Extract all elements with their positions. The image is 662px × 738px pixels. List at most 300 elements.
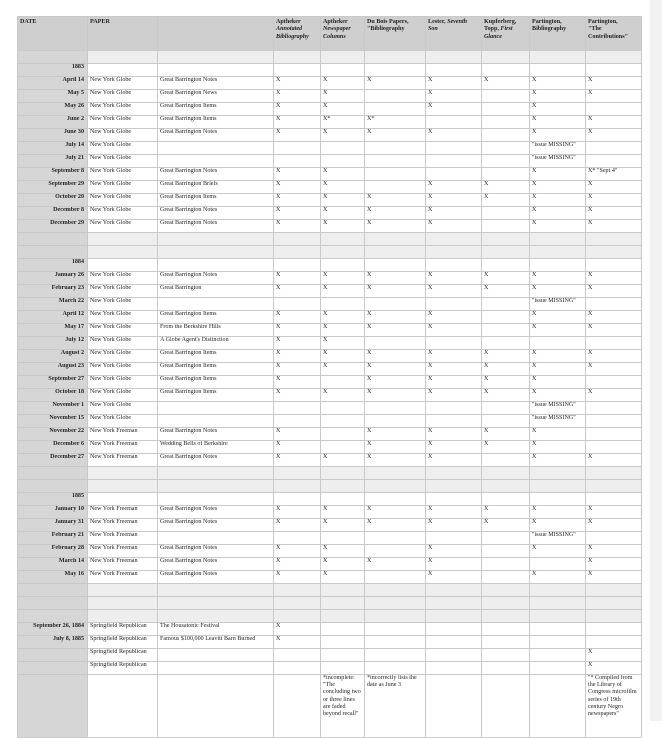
- source-mark-cell[interactable]: X: [482, 77, 530, 90]
- date-cell[interactable]: January 31: [18, 519, 88, 532]
- paper-cell[interactable]: New York Globe: [88, 220, 158, 233]
- paper-cell[interactable]: New York Globe: [88, 402, 158, 415]
- date-cell[interactable]: [18, 597, 88, 610]
- title-cell[interactable]: [158, 597, 274, 610]
- source-mark-cell[interactable]: [426, 64, 482, 77]
- title-cell[interactable]: Great Barrington News: [158, 90, 274, 103]
- source-mark-cell[interactable]: [274, 415, 321, 428]
- source-mark-cell[interactable]: X: [586, 662, 642, 675]
- title-cell[interactable]: Great Barrington Items: [158, 376, 274, 389]
- source-mark-cell[interactable]: [482, 454, 530, 467]
- date-cell[interactable]: December 8: [18, 207, 88, 220]
- source-mark-cell[interactable]: X: [274, 324, 321, 337]
- source-mark-cell[interactable]: [274, 64, 321, 77]
- source-mark-cell[interactable]: [586, 415, 642, 428]
- source-mark-cell[interactable]: [426, 597, 482, 610]
- source-mark-cell[interactable]: X: [365, 519, 426, 532]
- source-mark-cell[interactable]: [586, 64, 642, 77]
- source-mark-cell[interactable]: X: [586, 285, 642, 298]
- source-mark-cell[interactable]: [482, 90, 530, 103]
- source-mark-cell[interactable]: X: [274, 116, 321, 129]
- title-cell[interactable]: [158, 155, 274, 168]
- paper-cell[interactable]: New York Globe: [88, 337, 158, 350]
- source-mark-cell[interactable]: X: [321, 519, 365, 532]
- title-cell[interactable]: Great Barrington Notes: [158, 454, 274, 467]
- source-mark-cell[interactable]: X: [530, 441, 586, 454]
- title-cell[interactable]: [158, 675, 274, 738]
- paper-cell[interactable]: [88, 64, 158, 77]
- source-mark-cell[interactable]: [482, 597, 530, 610]
- source-mark-cell[interactable]: [586, 610, 642, 623]
- header-title[interactable]: [158, 17, 274, 51]
- source-mark-cell[interactable]: X: [365, 324, 426, 337]
- source-mark-cell[interactable]: [426, 636, 482, 649]
- paper-cell[interactable]: New York Globe: [88, 285, 158, 298]
- source-mark-cell[interactable]: X: [274, 636, 321, 649]
- source-mark-cell[interactable]: [274, 532, 321, 545]
- source-mark-cell[interactable]: X: [586, 272, 642, 285]
- header-aptheker-bibliography[interactable]: Aptheker Annotated Bibliography: [274, 17, 321, 51]
- source-mark-cell[interactable]: [586, 155, 642, 168]
- source-mark-cell[interactable]: X: [586, 389, 642, 402]
- date-cell[interactable]: [18, 246, 88, 259]
- source-mark-cell[interactable]: X: [321, 220, 365, 233]
- source-mark-cell[interactable]: X: [274, 90, 321, 103]
- paper-cell[interactable]: New York Freeman: [88, 545, 158, 558]
- date-cell[interactable]: March 14: [18, 558, 88, 571]
- source-mark-cell[interactable]: X: [321, 506, 365, 519]
- source-mark-cell[interactable]: X: [274, 376, 321, 389]
- source-mark-cell[interactable]: [274, 155, 321, 168]
- title-cell[interactable]: [158, 259, 274, 272]
- title-cell[interactable]: [158, 298, 274, 311]
- source-mark-cell[interactable]: [321, 662, 365, 675]
- source-mark-cell[interactable]: X: [321, 181, 365, 194]
- source-mark-cell[interactable]: X: [365, 363, 426, 376]
- source-mark-cell[interactable]: [426, 246, 482, 259]
- source-mark-cell[interactable]: [530, 233, 586, 246]
- header-lester[interactable]: Lester, Seventh Son: [426, 17, 482, 51]
- source-mark-cell[interactable]: [426, 662, 482, 675]
- source-mark-cell[interactable]: [586, 467, 642, 480]
- source-mark-cell[interactable]: X: [586, 545, 642, 558]
- source-mark-cell[interactable]: [586, 584, 642, 597]
- source-mark-cell[interactable]: X: [321, 103, 365, 116]
- date-cell[interactable]: February 28: [18, 545, 88, 558]
- date-cell[interactable]: December 27: [18, 454, 88, 467]
- paper-cell[interactable]: New York Freeman: [88, 454, 158, 467]
- source-mark-cell[interactable]: [274, 467, 321, 480]
- source-mark-cell[interactable]: [530, 584, 586, 597]
- year-heading[interactable]: 1884: [18, 259, 88, 272]
- source-mark-cell[interactable]: X: [321, 558, 365, 571]
- source-mark-cell[interactable]: [482, 623, 530, 636]
- date-cell[interactable]: January 10: [18, 506, 88, 519]
- title-cell[interactable]: [158, 142, 274, 155]
- source-mark-cell[interactable]: X: [586, 90, 642, 103]
- source-mark-cell[interactable]: [321, 142, 365, 155]
- source-mark-cell[interactable]: [274, 233, 321, 246]
- source-mark-cell[interactable]: X: [321, 77, 365, 90]
- source-mark-cell[interactable]: [365, 337, 426, 350]
- source-mark-cell[interactable]: X: [482, 389, 530, 402]
- source-mark-cell[interactable]: [321, 493, 365, 506]
- title-cell[interactable]: Great Barrington: [158, 285, 274, 298]
- source-mark-cell[interactable]: [365, 90, 426, 103]
- source-mark-cell[interactable]: [482, 311, 530, 324]
- source-mark-cell[interactable]: [426, 51, 482, 64]
- source-mark-cell[interactable]: "issue MISSING": [530, 142, 586, 155]
- source-mark-cell[interactable]: [586, 376, 642, 389]
- source-mark-cell[interactable]: X: [586, 194, 642, 207]
- source-mark-cell[interactable]: [586, 493, 642, 506]
- source-mark-cell[interactable]: [426, 415, 482, 428]
- source-mark-cell[interactable]: [482, 571, 530, 584]
- source-mark-cell[interactable]: [365, 636, 426, 649]
- source-mark-cell[interactable]: X: [530, 194, 586, 207]
- source-mark-cell[interactable]: X: [365, 389, 426, 402]
- date-cell[interactable]: August 2: [18, 350, 88, 363]
- source-mark-cell[interactable]: [426, 298, 482, 311]
- paper-cell[interactable]: Springfield Republican: [88, 662, 158, 675]
- source-mark-cell[interactable]: [426, 493, 482, 506]
- source-mark-cell[interactable]: [365, 298, 426, 311]
- date-cell[interactable]: May 17: [18, 324, 88, 337]
- source-mark-cell[interactable]: [482, 480, 530, 493]
- source-mark-cell[interactable]: X: [482, 181, 530, 194]
- source-mark-cell[interactable]: [482, 584, 530, 597]
- source-mark-cell[interactable]: X: [321, 168, 365, 181]
- source-mark-cell[interactable]: [274, 662, 321, 675]
- date-cell[interactable]: May 5: [18, 90, 88, 103]
- source-mark-cell[interactable]: "issue MISSING": [530, 155, 586, 168]
- source-mark-cell[interactable]: X: [274, 220, 321, 233]
- paper-cell[interactable]: New York Freeman: [88, 428, 158, 441]
- date-cell[interactable]: December 6: [18, 441, 88, 454]
- date-cell[interactable]: [18, 675, 88, 738]
- title-cell[interactable]: [158, 246, 274, 259]
- source-mark-cell[interactable]: [426, 532, 482, 545]
- source-mark-cell[interactable]: X: [274, 519, 321, 532]
- source-mark-cell[interactable]: X: [274, 168, 321, 181]
- source-mark-cell[interactable]: [426, 168, 482, 181]
- source-mark-cell[interactable]: [321, 584, 365, 597]
- date-cell[interactable]: [18, 649, 88, 662]
- source-mark-cell[interactable]: X: [530, 129, 586, 142]
- date-cell[interactable]: [18, 662, 88, 675]
- source-mark-cell[interactable]: [586, 597, 642, 610]
- date-cell[interactable]: [18, 610, 88, 623]
- source-mark-cell[interactable]: X: [482, 519, 530, 532]
- source-mark-cell[interactable]: X: [426, 220, 482, 233]
- source-mark-cell[interactable]: X: [274, 129, 321, 142]
- source-mark-cell[interactable]: [274, 584, 321, 597]
- source-mark-cell[interactable]: [482, 168, 530, 181]
- source-mark-cell[interactable]: [365, 532, 426, 545]
- source-mark-cell[interactable]: X: [586, 519, 642, 532]
- paper-cell[interactable]: [88, 597, 158, 610]
- source-mark-cell[interactable]: X: [274, 181, 321, 194]
- source-mark-cell[interactable]: X: [426, 363, 482, 376]
- source-mark-cell[interactable]: X: [426, 311, 482, 324]
- source-mark-cell[interactable]: [321, 64, 365, 77]
- title-cell[interactable]: Great Barrington Items: [158, 116, 274, 129]
- source-mark-cell[interactable]: X: [530, 272, 586, 285]
- title-cell[interactable]: Great Barrington Briefs: [158, 181, 274, 194]
- source-mark-cell[interactable]: X: [482, 506, 530, 519]
- source-mark-cell[interactable]: [365, 415, 426, 428]
- paper-cell[interactable]: Springfield Republican: [88, 623, 158, 636]
- date-cell[interactable]: January 26: [18, 272, 88, 285]
- source-mark-cell[interactable]: X: [426, 545, 482, 558]
- source-mark-cell[interactable]: [482, 636, 530, 649]
- source-mark-cell[interactable]: [321, 402, 365, 415]
- source-mark-cell[interactable]: X: [365, 506, 426, 519]
- note-cell[interactable]: [482, 675, 530, 738]
- source-mark-cell[interactable]: [482, 610, 530, 623]
- source-mark-cell[interactable]: [426, 116, 482, 129]
- source-mark-cell[interactable]: [586, 337, 642, 350]
- source-mark-cell[interactable]: [530, 636, 586, 649]
- source-mark-cell[interactable]: [321, 623, 365, 636]
- note-cell[interactable]: *incomplete: "The concluding two or three lines are faded beyond recall": [321, 675, 365, 738]
- note-cell[interactable]: [426, 675, 482, 738]
- header-kupferberg[interactable]: Kupferberg, Topp, First Glance: [482, 17, 530, 51]
- title-cell[interactable]: Great Barrington Items: [158, 311, 274, 324]
- source-mark-cell[interactable]: [365, 480, 426, 493]
- title-cell[interactable]: Great Barrington Notes: [158, 506, 274, 519]
- source-mark-cell[interactable]: X: [274, 506, 321, 519]
- source-mark-cell[interactable]: [321, 532, 365, 545]
- source-mark-cell[interactable]: X: [530, 90, 586, 103]
- source-mark-cell[interactable]: [482, 467, 530, 480]
- source-mark-cell[interactable]: X: [274, 285, 321, 298]
- source-mark-cell[interactable]: X: [274, 350, 321, 363]
- source-mark-cell[interactable]: "issue MISSING": [530, 532, 586, 545]
- paper-cell[interactable]: New York Freeman: [88, 506, 158, 519]
- source-mark-cell[interactable]: X: [321, 389, 365, 402]
- source-mark-cell[interactable]: [482, 402, 530, 415]
- title-cell[interactable]: Wedding Bells of Berkshire: [158, 441, 274, 454]
- source-mark-cell[interactable]: X: [365, 285, 426, 298]
- paper-cell[interactable]: Springfield Republican: [88, 636, 158, 649]
- source-mark-cell[interactable]: [482, 103, 530, 116]
- source-mark-cell[interactable]: X: [586, 220, 642, 233]
- source-mark-cell[interactable]: X: [482, 428, 530, 441]
- source-mark-cell[interactable]: [274, 597, 321, 610]
- date-cell[interactable]: [18, 480, 88, 493]
- source-mark-cell[interactable]: [321, 610, 365, 623]
- source-mark-cell[interactable]: [321, 298, 365, 311]
- header-aptheker-newspaper-columns[interactable]: Aptheker Newspaper Columns: [321, 17, 365, 51]
- header-paper[interactable]: PAPER: [88, 17, 158, 51]
- source-mark-cell[interactable]: X: [530, 220, 586, 233]
- source-mark-cell[interactable]: X: [321, 272, 365, 285]
- source-mark-cell[interactable]: X: [586, 311, 642, 324]
- source-mark-cell[interactable]: X: [365, 428, 426, 441]
- source-mark-cell[interactable]: [321, 649, 365, 662]
- date-cell[interactable]: June 30: [18, 129, 88, 142]
- source-mark-cell[interactable]: X: [426, 519, 482, 532]
- date-cell[interactable]: May 16: [18, 571, 88, 584]
- source-mark-cell[interactable]: X: [365, 441, 426, 454]
- source-mark-cell[interactable]: X: [530, 207, 586, 220]
- source-mark-cell[interactable]: [321, 376, 365, 389]
- source-mark-cell[interactable]: [530, 493, 586, 506]
- source-mark-cell[interactable]: X: [321, 454, 365, 467]
- source-mark-cell[interactable]: "issue MISSING": [530, 415, 586, 428]
- note-cell[interactable]: [530, 675, 586, 738]
- source-mark-cell[interactable]: [365, 168, 426, 181]
- source-mark-cell[interactable]: X: [365, 207, 426, 220]
- title-cell[interactable]: [158, 402, 274, 415]
- paper-cell[interactable]: New York Globe: [88, 298, 158, 311]
- title-cell[interactable]: Great Barrington Notes: [158, 220, 274, 233]
- source-mark-cell[interactable]: [365, 51, 426, 64]
- source-mark-cell[interactable]: [482, 545, 530, 558]
- source-mark-cell[interactable]: X: [274, 441, 321, 454]
- paper-cell[interactable]: [88, 259, 158, 272]
- paper-cell[interactable]: New York Globe: [88, 272, 158, 285]
- paper-cell[interactable]: [88, 246, 158, 259]
- source-mark-cell[interactable]: X: [426, 454, 482, 467]
- source-mark-cell[interactable]: X: [274, 428, 321, 441]
- source-mark-cell[interactable]: X: [321, 311, 365, 324]
- date-cell[interactable]: April 12: [18, 311, 88, 324]
- source-mark-cell[interactable]: [426, 142, 482, 155]
- paper-cell[interactable]: New York Globe: [88, 155, 158, 168]
- source-mark-cell[interactable]: [321, 155, 365, 168]
- source-mark-cell[interactable]: X: [530, 376, 586, 389]
- date-cell[interactable]: [18, 233, 88, 246]
- source-mark-cell[interactable]: X: [530, 285, 586, 298]
- source-mark-cell[interactable]: X: [426, 181, 482, 194]
- title-cell[interactable]: Great Barrington Items: [158, 103, 274, 116]
- source-mark-cell[interactable]: [365, 103, 426, 116]
- source-mark-cell[interactable]: X: [586, 129, 642, 142]
- source-mark-cell[interactable]: X: [482, 194, 530, 207]
- source-mark-cell[interactable]: X: [274, 558, 321, 571]
- source-mark-cell[interactable]: [482, 207, 530, 220]
- source-mark-cell[interactable]: X: [530, 311, 586, 324]
- source-mark-cell[interactable]: X: [530, 363, 586, 376]
- note-cell[interactable]: [274, 675, 321, 738]
- source-mark-cell[interactable]: X: [482, 350, 530, 363]
- source-mark-cell[interactable]: X: [530, 324, 586, 337]
- source-mark-cell[interactable]: [365, 233, 426, 246]
- title-cell[interactable]: [158, 51, 274, 64]
- source-mark-cell[interactable]: [426, 623, 482, 636]
- source-mark-cell[interactable]: X: [586, 363, 642, 376]
- source-mark-cell[interactable]: [482, 233, 530, 246]
- source-mark-cell[interactable]: [482, 64, 530, 77]
- source-mark-cell[interactable]: X: [530, 454, 586, 467]
- source-mark-cell[interactable]: [274, 246, 321, 259]
- paper-cell[interactable]: [88, 675, 158, 738]
- paper-cell[interactable]: [88, 584, 158, 597]
- date-cell[interactable]: June 2: [18, 116, 88, 129]
- date-cell[interactable]: September 29: [18, 181, 88, 194]
- source-mark-cell[interactable]: [365, 597, 426, 610]
- source-mark-cell[interactable]: [586, 402, 642, 415]
- source-mark-cell[interactable]: [274, 259, 321, 272]
- source-mark-cell[interactable]: [321, 597, 365, 610]
- source-mark-cell[interactable]: X: [274, 363, 321, 376]
- date-cell[interactable]: September 26, 1884: [18, 623, 88, 636]
- source-mark-cell[interactable]: X: [321, 363, 365, 376]
- source-mark-cell[interactable]: X: [274, 311, 321, 324]
- source-mark-cell[interactable]: X: [274, 337, 321, 350]
- source-mark-cell[interactable]: [426, 467, 482, 480]
- source-mark-cell[interactable]: [482, 129, 530, 142]
- source-mark-cell[interactable]: X: [586, 77, 642, 90]
- source-mark-cell[interactable]: [321, 246, 365, 259]
- source-mark-cell[interactable]: [365, 623, 426, 636]
- title-cell[interactable]: [158, 662, 274, 675]
- year-heading[interactable]: 1883: [18, 64, 88, 77]
- source-mark-cell[interactable]: X: [426, 441, 482, 454]
- source-mark-cell[interactable]: X: [321, 571, 365, 584]
- source-mark-cell[interactable]: X: [482, 363, 530, 376]
- source-mark-cell[interactable]: [321, 636, 365, 649]
- paper-cell[interactable]: [88, 467, 158, 480]
- title-cell[interactable]: Great Barrington Items: [158, 194, 274, 207]
- source-mark-cell[interactable]: X: [274, 194, 321, 207]
- source-mark-cell[interactable]: [321, 51, 365, 64]
- source-mark-cell[interactable]: X: [365, 311, 426, 324]
- source-mark-cell[interactable]: [482, 51, 530, 64]
- paper-cell[interactable]: New York Globe: [88, 389, 158, 402]
- source-mark-cell[interactable]: [365, 155, 426, 168]
- source-mark-cell[interactable]: X: [321, 324, 365, 337]
- source-mark-cell[interactable]: [586, 298, 642, 311]
- paper-cell[interactable]: New York Freeman: [88, 532, 158, 545]
- title-cell[interactable]: Great Barrington Items: [158, 389, 274, 402]
- source-mark-cell[interactable]: X: [482, 441, 530, 454]
- date-cell[interactable]: [18, 467, 88, 480]
- source-mark-cell[interactable]: "issue MISSING": [530, 402, 586, 415]
- title-cell[interactable]: From the Berkshire Hills: [158, 324, 274, 337]
- title-cell[interactable]: [158, 415, 274, 428]
- source-mark-cell[interactable]: X: [274, 207, 321, 220]
- source-mark-cell[interactable]: [365, 259, 426, 272]
- source-mark-cell[interactable]: X: [586, 571, 642, 584]
- source-mark-cell[interactable]: [274, 402, 321, 415]
- date-cell[interactable]: April 14: [18, 77, 88, 90]
- paper-cell[interactable]: New York Globe: [88, 415, 158, 428]
- source-mark-cell[interactable]: [274, 298, 321, 311]
- source-mark-cell[interactable]: [586, 142, 642, 155]
- source-mark-cell[interactable]: X: [530, 519, 586, 532]
- title-cell[interactable]: Great Barrington Notes: [158, 545, 274, 558]
- source-mark-cell[interactable]: [274, 142, 321, 155]
- source-mark-cell[interactable]: [365, 246, 426, 259]
- source-mark-cell[interactable]: X: [426, 558, 482, 571]
- paper-cell[interactable]: New York Freeman: [88, 519, 158, 532]
- source-mark-cell[interactable]: [482, 298, 530, 311]
- source-mark-cell[interactable]: X: [274, 103, 321, 116]
- source-mark-cell[interactable]: X: [426, 103, 482, 116]
- source-mark-cell[interactable]: [426, 155, 482, 168]
- source-mark-cell[interactable]: [426, 337, 482, 350]
- source-mark-cell[interactable]: X: [274, 571, 321, 584]
- source-mark-cell[interactable]: [482, 155, 530, 168]
- source-mark-cell[interactable]: "issue MISSING": [530, 298, 586, 311]
- source-mark-cell[interactable]: X: [426, 428, 482, 441]
- source-mark-cell[interactable]: [274, 51, 321, 64]
- title-cell[interactable]: The Housatonic Festival: [158, 623, 274, 636]
- source-mark-cell[interactable]: [586, 103, 642, 116]
